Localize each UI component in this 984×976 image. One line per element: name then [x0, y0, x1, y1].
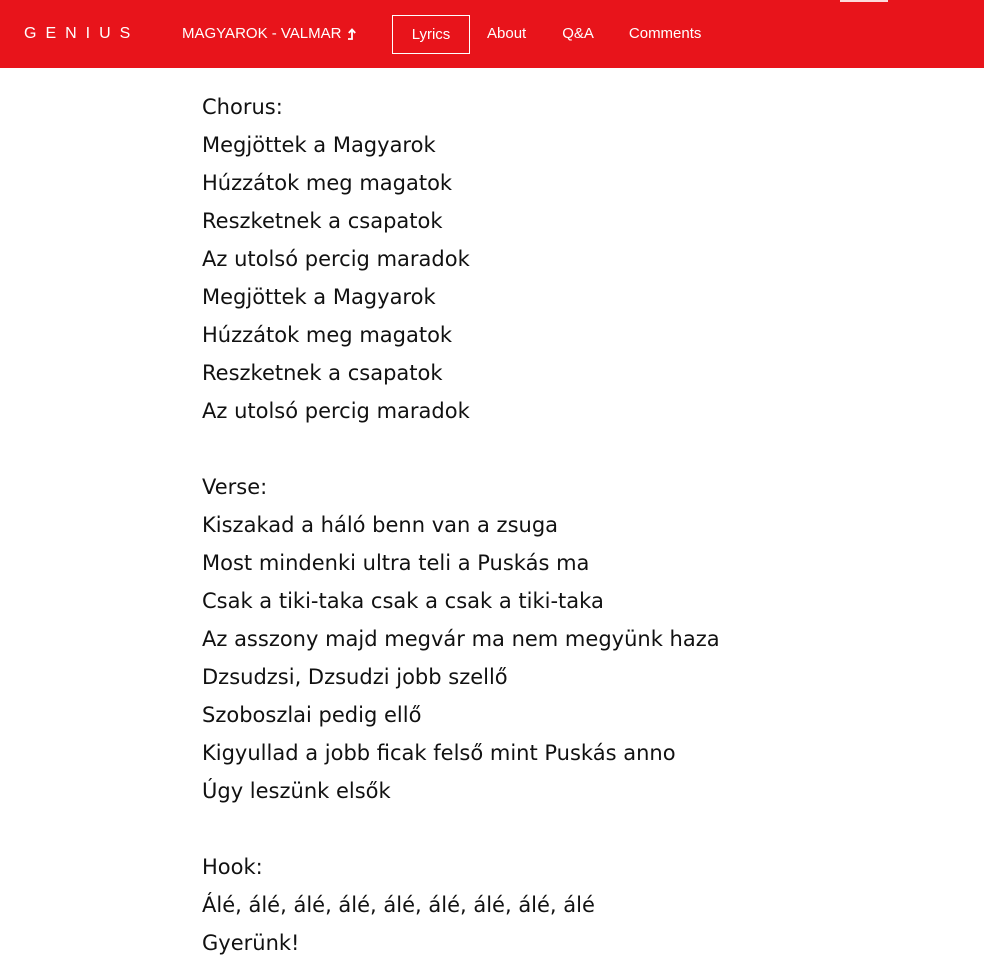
tab-comments[interactable]: Comments	[628, 25, 702, 42]
lyric-line[interactable]: Megjöttek a Magyarok	[202, 133, 436, 157]
section-heading: Chorus:	[202, 95, 283, 119]
section-tabs	[392, 14, 701, 54]
lyric-line[interactable]: Kiszakad a háló benn van a zsuga	[202, 513, 559, 537]
lyric-line[interactable]: Kigyullad a jobb ficak felső mint Puskás anno	[202, 741, 676, 765]
lyric-line[interactable]: Szoboszlai pedig ellő	[202, 703, 422, 727]
tab-qa[interactable]: Q&A	[562, 25, 594, 42]
stanza-gap	[202, 810, 902, 848]
lyric-line[interactable]: Dzsudzsi, Dzsudzi jobb szellő	[202, 665, 508, 689]
tab-about[interactable]: About	[487, 25, 527, 42]
topbar-divider	[840, 0, 888, 2]
lyric-line[interactable]: Húzzátok meg magatok	[202, 171, 453, 195]
lyric-line[interactable]: Álé, álé, álé, álé, álé, álé, álé, álé, álé	[202, 893, 595, 917]
top-navigation-bar	[0, 0, 984, 68]
lyric-line[interactable]: Úgy leszünk elsők	[202, 779, 391, 803]
scroll-up-arrow-icon	[345, 26, 359, 42]
lyric-line[interactable]: Húzzátok meg magatok	[202, 323, 453, 347]
lyric-line[interactable]: Megjöttek a Magyarok	[202, 285, 436, 309]
lyric-line[interactable]: Csak a tiki-taka csak a csak a tiki-taka	[202, 589, 604, 613]
lyric-line[interactable]: Reszketnek a csapatok	[202, 209, 443, 233]
lyric-line[interactable]: Az utolsó percig maradok	[202, 247, 470, 271]
tab-lyrics[interactable]: Lyrics	[392, 15, 470, 54]
hook-stanza	[202, 848, 902, 962]
stanza-gap	[202, 430, 902, 468]
lyric-line[interactable]: Az utolsó percig maradok	[202, 399, 470, 423]
genius-logo[interactable]: GENIUS	[24, 25, 140, 42]
verse-stanza	[202, 468, 902, 810]
song-title-link[interactable]	[182, 24, 359, 44]
lyrics-body	[202, 88, 902, 962]
lyric-line[interactable]: Az asszony majd megvár ma nem megyünk haza	[202, 627, 720, 651]
lyric-line[interactable]: Gyerünk!	[202, 931, 300, 955]
section-heading: Hook:	[202, 855, 263, 879]
section-heading: Verse:	[202, 475, 268, 499]
chorus-stanza	[202, 88, 902, 430]
lyric-line[interactable]: Most mindenki ultra teli a Puskás ma	[202, 551, 590, 575]
song-title: MAGYAROK - VALMAR	[182, 25, 342, 42]
lyric-line[interactable]: Reszketnek a csapatok	[202, 361, 443, 385]
